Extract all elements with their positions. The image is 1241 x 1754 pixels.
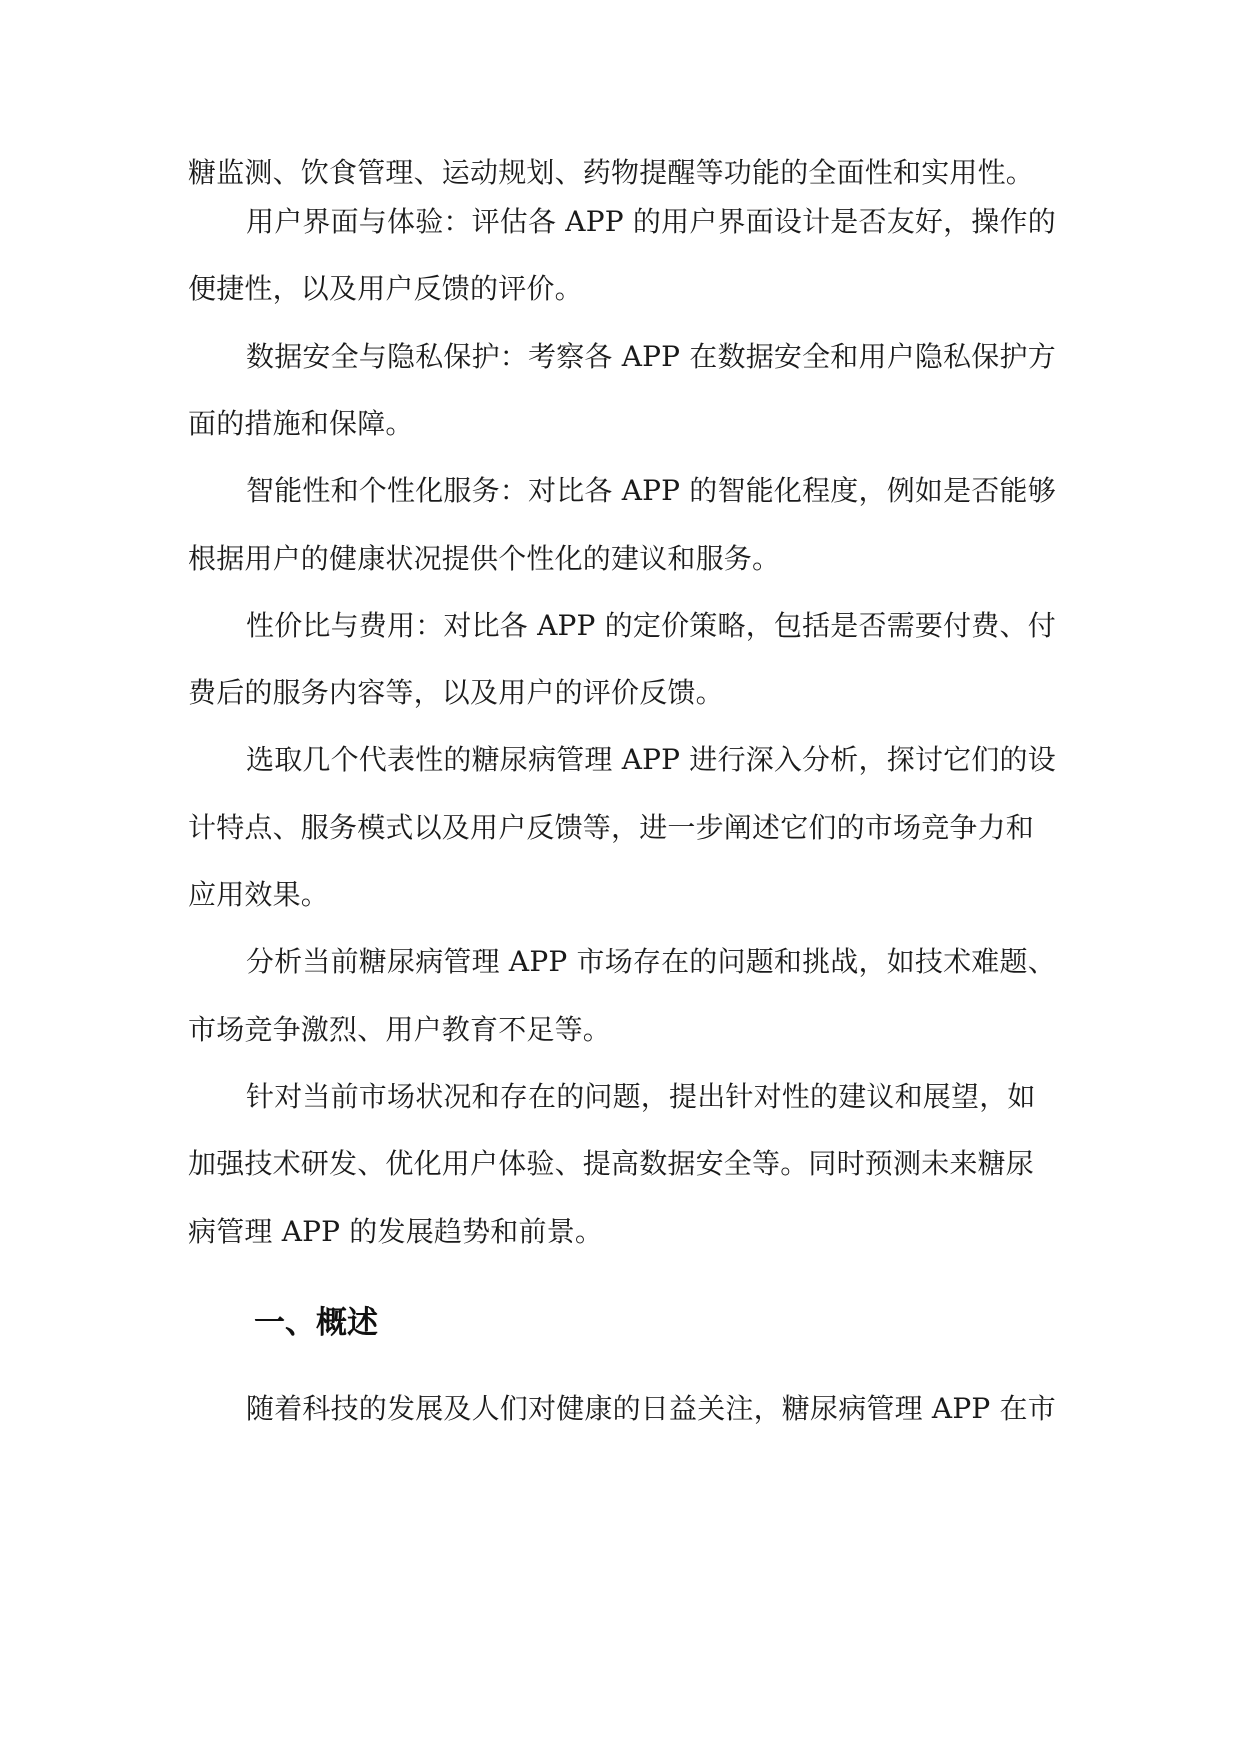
section-heading: 一、概述	[254, 1305, 378, 1341]
paragraph-line: 随着科技的发展及人们对健康的日益关注，糖尿病管理 APP 在市	[246, 1392, 1056, 1425]
paragraph-line: 智能性和个性化服务：对比各 APP 的智能化程度，例如是否能够	[246, 474, 1056, 507]
paragraph-line: 病管理 APP 的发展趋势和前景。	[188, 1215, 604, 1248]
paragraph-line: 费后的服务内容等，以及用户的评价反馈。	[188, 676, 724, 709]
paragraph-line: 根据用户的健康状况提供个性化的建议和服务。	[188, 542, 781, 575]
paragraph-line: 市场竞争激烈、用户教育不足等。	[188, 1013, 612, 1046]
paragraph-line: 计特点、服务模式以及用户反馈等，进一步阐述它们的市场竞争力和	[188, 811, 1035, 844]
paragraph-line: 用户界面与体验：评估各 APP 的用户界面设计是否友好，操作的	[246, 205, 1056, 238]
paragraph-line: 加强技术研发、优化用户体验、提高数据安全等。同时预测未来糖尿	[188, 1147, 1035, 1180]
paragraph-line: 分析当前糖尿病管理 APP 市场存在的问题和挑战，如技术难题、	[246, 945, 1056, 978]
paragraph-line: 面的措施和保障。	[188, 407, 414, 440]
paragraph-line: 性价比与费用：对比各 APP 的定价策略，包括是否需要付费、付	[246, 609, 1056, 642]
paragraph-line: 数据安全与隐私保护：考察各 APP 在数据安全和用户隐私保护方	[246, 340, 1056, 373]
paragraph-line: 应用效果。	[188, 878, 330, 911]
paragraph-line: 便捷性，以及用户反馈的评价。	[188, 272, 583, 305]
paragraph-line: 选取几个代表性的糖尿病管理 APP 进行深入分析，探讨它们的设	[246, 743, 1056, 776]
paragraph-line: 针对当前市场状况和存在的问题，提出针对性的建议和展望，如	[246, 1080, 1036, 1113]
paragraph-line: 糖监测、饮食管理、运动规划、药物提醒等功能的全面性和实用性。	[188, 156, 1035, 189]
